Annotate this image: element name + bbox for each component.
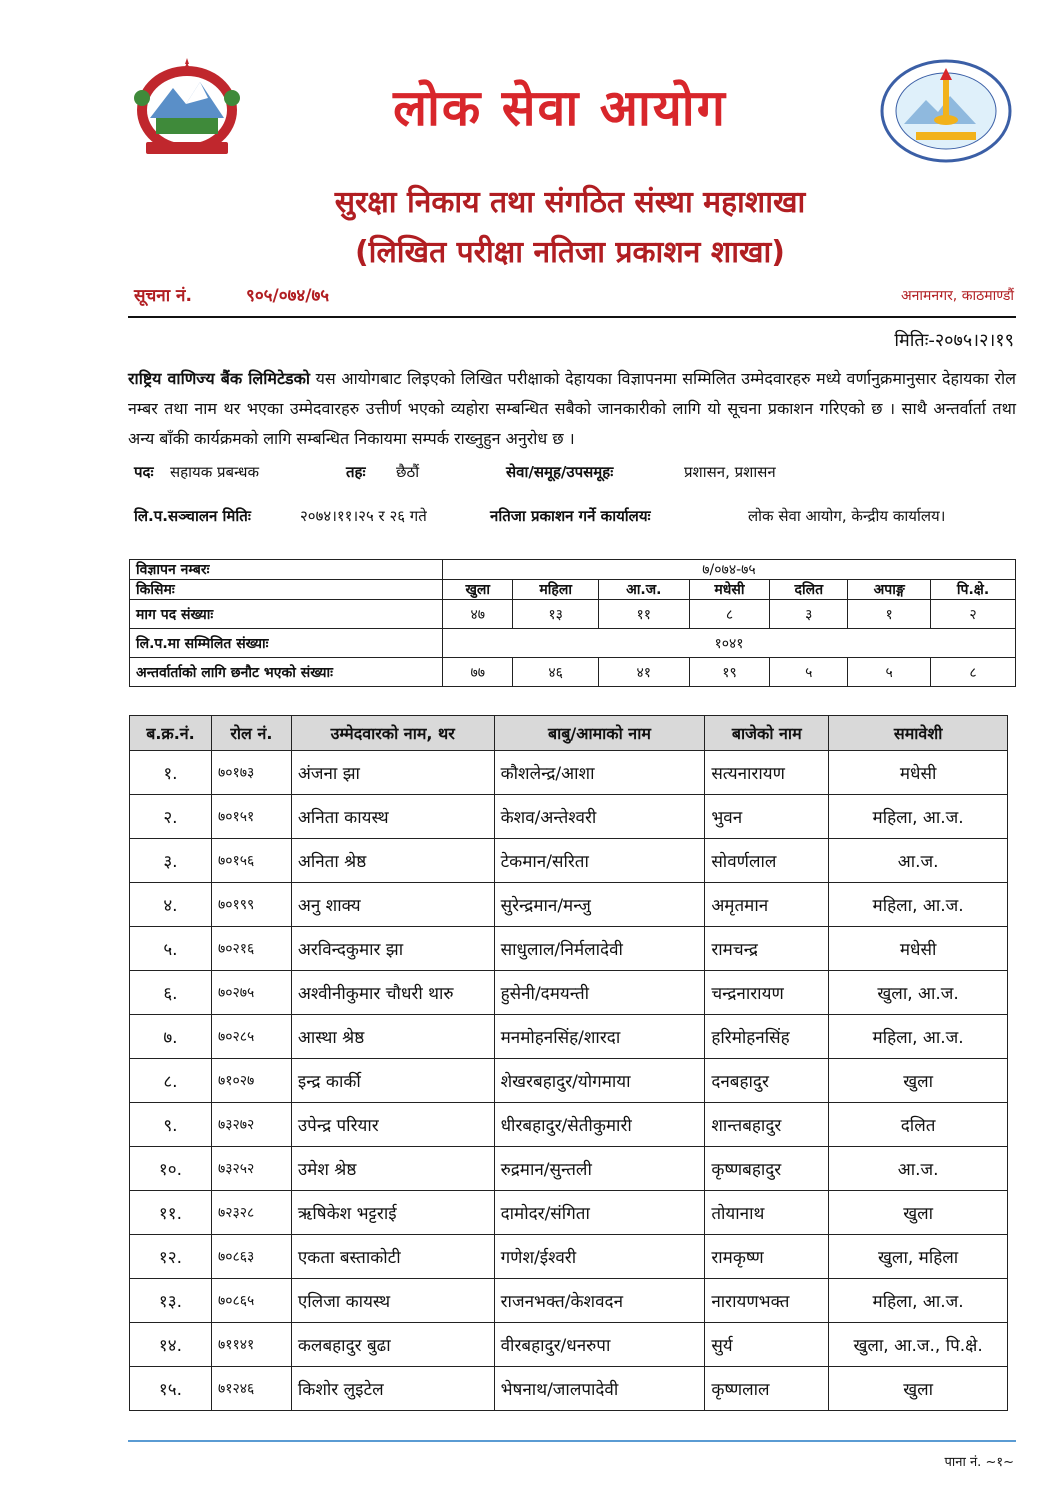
bank-name: राष्ट्रिय वाणिज्य बैंक लिमिटेडको — [128, 369, 311, 388]
cell-grandfather: रामचन्द्र — [705, 927, 829, 971]
cell-roll: ७०८६३ — [211, 1235, 291, 1279]
table-row — [130, 883, 1008, 927]
type-cell: आ.ज. — [598, 580, 689, 600]
cell-sn: ४. — [130, 883, 212, 927]
cell-parents: शेखरबहादुर/योगमाया — [494, 1059, 705, 1103]
type-cell: पि.क्षे. — [931, 580, 1016, 600]
table-row — [130, 1191, 1008, 1235]
notice-label: सूचना नं. — [134, 286, 192, 306]
interview-cell: ४१ — [598, 658, 689, 687]
cell-name: इन्द्र कार्की — [291, 1059, 494, 1103]
column-header: बाबु/आमाको नाम — [494, 716, 705, 751]
cell-inclusion: महिला, आ.ज. — [829, 883, 1008, 927]
notice-date: मितिः-२०७५।२।१९ — [894, 330, 1014, 351]
cell-roll: ७०२१६ — [211, 927, 291, 971]
cell-roll: ७३२५२ — [211, 1147, 291, 1191]
cell-parents: केशव/अन्तेश्वरी — [494, 795, 705, 839]
cell-inclusion: खुला — [829, 1059, 1008, 1103]
cell-sn: ५. — [130, 927, 212, 971]
interview-label: अन्तर्वार्ताको लागि छनौट भएको संख्याः — [130, 658, 443, 687]
cell-parents: हुसेनी/दमयन्ती — [494, 971, 705, 1015]
table-row — [130, 1367, 1008, 1411]
cell-roll: ७०२८५ — [211, 1015, 291, 1059]
nepal-government-emblem-icon — [128, 58, 246, 158]
commission-title: लोक सेवा आयोग — [393, 79, 727, 137]
interview-cell: ५ — [770, 658, 848, 687]
cell-inclusion: खुला, आ.ज., पि.क्षे. — [829, 1323, 1008, 1367]
cell-sn: २. — [130, 795, 212, 839]
column-header: रोल नं. — [211, 716, 291, 751]
type-cell: दलित — [770, 580, 848, 600]
cell-grandfather: नारायणभक्त — [705, 1279, 829, 1323]
cell-parents: कौशलेन्द्र/आशा — [494, 751, 705, 795]
notice-number: ९०५/०७४/७५ — [246, 286, 330, 306]
cell-roll: ७०१९९ — [211, 883, 291, 927]
post-value: सहायक प्रबन्धक — [170, 463, 259, 481]
written-value: १०४१ — [443, 629, 1016, 658]
type-cell: अपाङ्ग — [848, 580, 931, 600]
cell-roll: ७०२७५ — [211, 971, 291, 1015]
cell-name: अरविन्दकुमार झा — [291, 927, 494, 971]
interview-cell: ५ — [848, 658, 931, 687]
cell-name: अश्वीनीकुमार चौधरी थारु — [291, 971, 494, 1015]
cell-sn: ८. — [130, 1059, 212, 1103]
demand-cell: ४७ — [443, 600, 513, 629]
cell-sn: ७. — [130, 1015, 212, 1059]
demand-cell: ११ — [598, 600, 689, 629]
demand-cell: २ — [931, 600, 1016, 629]
cell-parents: राजनभक्त/केशवदन — [494, 1279, 705, 1323]
column-header: बाजेको नाम — [705, 716, 829, 751]
interview-cell: ४६ — [513, 658, 598, 687]
interview-cell: ८ — [931, 658, 1016, 687]
cell-parents: मनमोहनसिंह/शारदा — [494, 1015, 705, 1059]
table-row — [130, 1015, 1008, 1059]
cell-name: ऋषिकेश भट्टराई — [291, 1191, 494, 1235]
cell-roll: ७११४१ — [211, 1323, 291, 1367]
table-row — [130, 795, 1008, 839]
column-header: समावेशी — [829, 716, 1008, 751]
cell-inclusion: मधेसी — [829, 751, 1008, 795]
cell-sn: ११. — [130, 1191, 212, 1235]
cell-roll: ७०१५६ — [211, 839, 291, 883]
table-row — [130, 751, 1008, 795]
level-value: छैठौं — [396, 463, 420, 481]
cell-inclusion: दलित — [829, 1103, 1008, 1147]
cell-roll: ७२३२८ — [211, 1191, 291, 1235]
cell-sn: १३. — [130, 1279, 212, 1323]
cell-parents: रुद्रमान/सुन्तली — [494, 1147, 705, 1191]
office-label: नतिजा प्रकाशन गर्ने कार्यालयः — [490, 507, 651, 525]
division-title: सुरक्षा निकाय तथा संगठित संस्था महाशाखा — [334, 185, 806, 220]
section-title: (लिखित परीक्षा नतिजा प्रकाशन शाखा) — [354, 235, 786, 270]
table-row — [130, 1235, 1008, 1279]
cell-name: किशोर लुइटेल — [291, 1367, 494, 1411]
footer-divider — [128, 1440, 1016, 1442]
office-location: अनामनगर, काठमाण्डौं — [900, 288, 1014, 304]
cell-roll: ७३२७२ — [211, 1103, 291, 1147]
cell-roll: ७०१५१ — [211, 795, 291, 839]
header-divider — [128, 316, 1016, 318]
service-label: सेवा/समूह/उपसमूहः — [506, 463, 614, 481]
cell-inclusion: महिला, आ.ज. — [829, 795, 1008, 839]
service-value: प्रशासन, प्रशासन — [684, 463, 776, 481]
written-label: लि.प.मा सम्मिलित संख्याः — [130, 629, 443, 658]
table-row — [130, 1147, 1008, 1191]
cell-name: एलिजा कायस्थ — [291, 1279, 494, 1323]
cell-name: उमेश श्रेष्ठ — [291, 1147, 494, 1191]
cell-name: अनु शाक्य — [291, 883, 494, 927]
cell-inclusion: खुला — [829, 1191, 1008, 1235]
demand-cell: ८ — [689, 600, 770, 629]
demand-cell: १३ — [513, 600, 598, 629]
cell-name: आस्था श्रेष्ठ — [291, 1015, 494, 1059]
cell-name: कलबहादुर बुढा — [291, 1323, 494, 1367]
notice-body-text: यस आयोगबाट लिइएको लिखित परीक्षाको देहायका विज्ञापनमा सम्मिलित उम्मेदवारहरु मध्ये वर्णानुक्रमानुसार देहायका रोल नम्बर तथा नाम थर भएका उम्मेदवारहरु उत्तीर्ण भएको व्यहोरा सम्बन्धित सबैको जानकारीको लागि यो सूचना प्रकाशन गरिएको छ । साथै अन्तर्वार्ता तथा अन्य बाँकी कार्यक्रमको लागि सम्बन्धित निकायमा सम्पर्क राख्नुहुन अनुरोध छ । — [128, 369, 1016, 448]
cell-grandfather: दनबहादुर — [705, 1059, 829, 1103]
interview-cell: ७७ — [443, 658, 513, 687]
cell-grandfather: सुर्य — [705, 1323, 829, 1367]
adv-label: विज्ञापन नम्बरः — [130, 560, 443, 580]
cell-grandfather: सोवर्णलाल — [705, 839, 829, 883]
cell-roll: ७०८६५ — [211, 1279, 291, 1323]
cell-sn: १२. — [130, 1235, 212, 1279]
psc-seal-icon — [878, 58, 1014, 164]
demand-label: माग पद संख्याः — [130, 600, 443, 629]
cell-name: एकता बस्ताकोटी — [291, 1235, 494, 1279]
cell-inclusion: खुला — [829, 1367, 1008, 1411]
cell-parents: भेषनाथ/जालपादेवी — [494, 1367, 705, 1411]
cell-parents: धीरबहादुर/सेतीकुमारी — [494, 1103, 705, 1147]
cell-sn: १५. — [130, 1367, 212, 1411]
cell-parents: टेकमान/सरिता — [494, 839, 705, 883]
notice-body — [128, 364, 1016, 454]
cell-name: अनिता श्रेष्ठ — [291, 839, 494, 883]
cell-roll: ७०१७३ — [211, 751, 291, 795]
cell-parents: साधुलाल/निर्मलादेवी — [494, 927, 705, 971]
interview-cell: १९ — [689, 658, 770, 687]
demand-cell: ३ — [770, 600, 848, 629]
cell-grandfather: अमृतमान — [705, 883, 829, 927]
cell-inclusion: मधेसी — [829, 927, 1008, 971]
cell-name: उपेन्द्र परियार — [291, 1103, 494, 1147]
cell-name: अंजना झा — [291, 751, 494, 795]
cell-roll: ७१२४६ — [211, 1367, 291, 1411]
table-row — [130, 1059, 1008, 1103]
summary-table — [129, 559, 1016, 687]
type-cell: महिला — [513, 580, 598, 600]
exam-date-value: २०७४।११।२५ र २६ गते — [300, 507, 427, 525]
page-number: पाना नं. ~१~ — [944, 1455, 1014, 1470]
cell-inclusion: आ.ज. — [829, 1147, 1008, 1191]
table-row — [130, 971, 1008, 1015]
cell-grandfather: सत्यनारायण — [705, 751, 829, 795]
cell-parents: सुरेन्द्रमान/मन्जु — [494, 883, 705, 927]
type-label: किसिमः — [130, 580, 443, 600]
results-table — [129, 715, 1008, 1411]
cell-inclusion: आ.ज. — [829, 839, 1008, 883]
cell-sn: ६. — [130, 971, 212, 1015]
cell-grandfather: चन्द्रनारायण — [705, 971, 829, 1015]
post-label: पदः — [134, 463, 154, 481]
cell-grandfather: शान्तबहादुर — [705, 1103, 829, 1147]
table-row — [130, 927, 1008, 971]
cell-inclusion: खुला, महिला — [829, 1235, 1008, 1279]
cell-sn: १०. — [130, 1147, 212, 1191]
cell-inclusion: महिला, आ.ज. — [829, 1279, 1008, 1323]
cell-roll: ७१०२७ — [211, 1059, 291, 1103]
exam-date-label: लि.प.सञ्चालन मितिः — [134, 507, 251, 525]
cell-sn: १. — [130, 751, 212, 795]
cell-grandfather: कृष्णलाल — [705, 1367, 829, 1411]
type-cell: मधेसी — [689, 580, 770, 600]
column-header: उम्मेदवारको नाम, थर — [291, 716, 494, 751]
cell-sn: १४. — [130, 1323, 212, 1367]
cell-sn: ९. — [130, 1103, 212, 1147]
cell-grandfather: भुवन — [705, 795, 829, 839]
cell-sn: ३. — [130, 839, 212, 883]
cell-parents: वीरबहादुर/धनरुपा — [494, 1323, 705, 1367]
cell-grandfather: रामकृष्ण — [705, 1235, 829, 1279]
cell-grandfather: तोयानाथ — [705, 1191, 829, 1235]
results-header-row — [130, 716, 1008, 751]
cell-parents: गणेश/ईश्वरी — [494, 1235, 705, 1279]
cell-inclusion: महिला, आ.ज. — [829, 1015, 1008, 1059]
type-cell: खुला — [443, 580, 513, 600]
cell-parents: दामोदर/संगिता — [494, 1191, 705, 1235]
cell-name: अनिता कायस्थ — [291, 795, 494, 839]
cell-inclusion: खुला, आ.ज. — [829, 971, 1008, 1015]
demand-cell: १ — [848, 600, 931, 629]
level-label: तहः — [346, 463, 366, 481]
cell-grandfather: हरिमोहनसिंह — [705, 1015, 829, 1059]
column-header: ब.क्र.नं. — [130, 716, 212, 751]
table-row — [130, 1279, 1008, 1323]
adv-value: ७/०७४-७५ — [443, 560, 1016, 580]
table-row — [130, 839, 1008, 883]
cell-grandfather: कृष्णबहादुर — [705, 1147, 829, 1191]
table-row — [130, 1103, 1008, 1147]
table-row — [130, 1323, 1008, 1367]
office-value: लोक सेवा आयोग, केन्द्रीय कार्यालय। — [748, 507, 946, 525]
